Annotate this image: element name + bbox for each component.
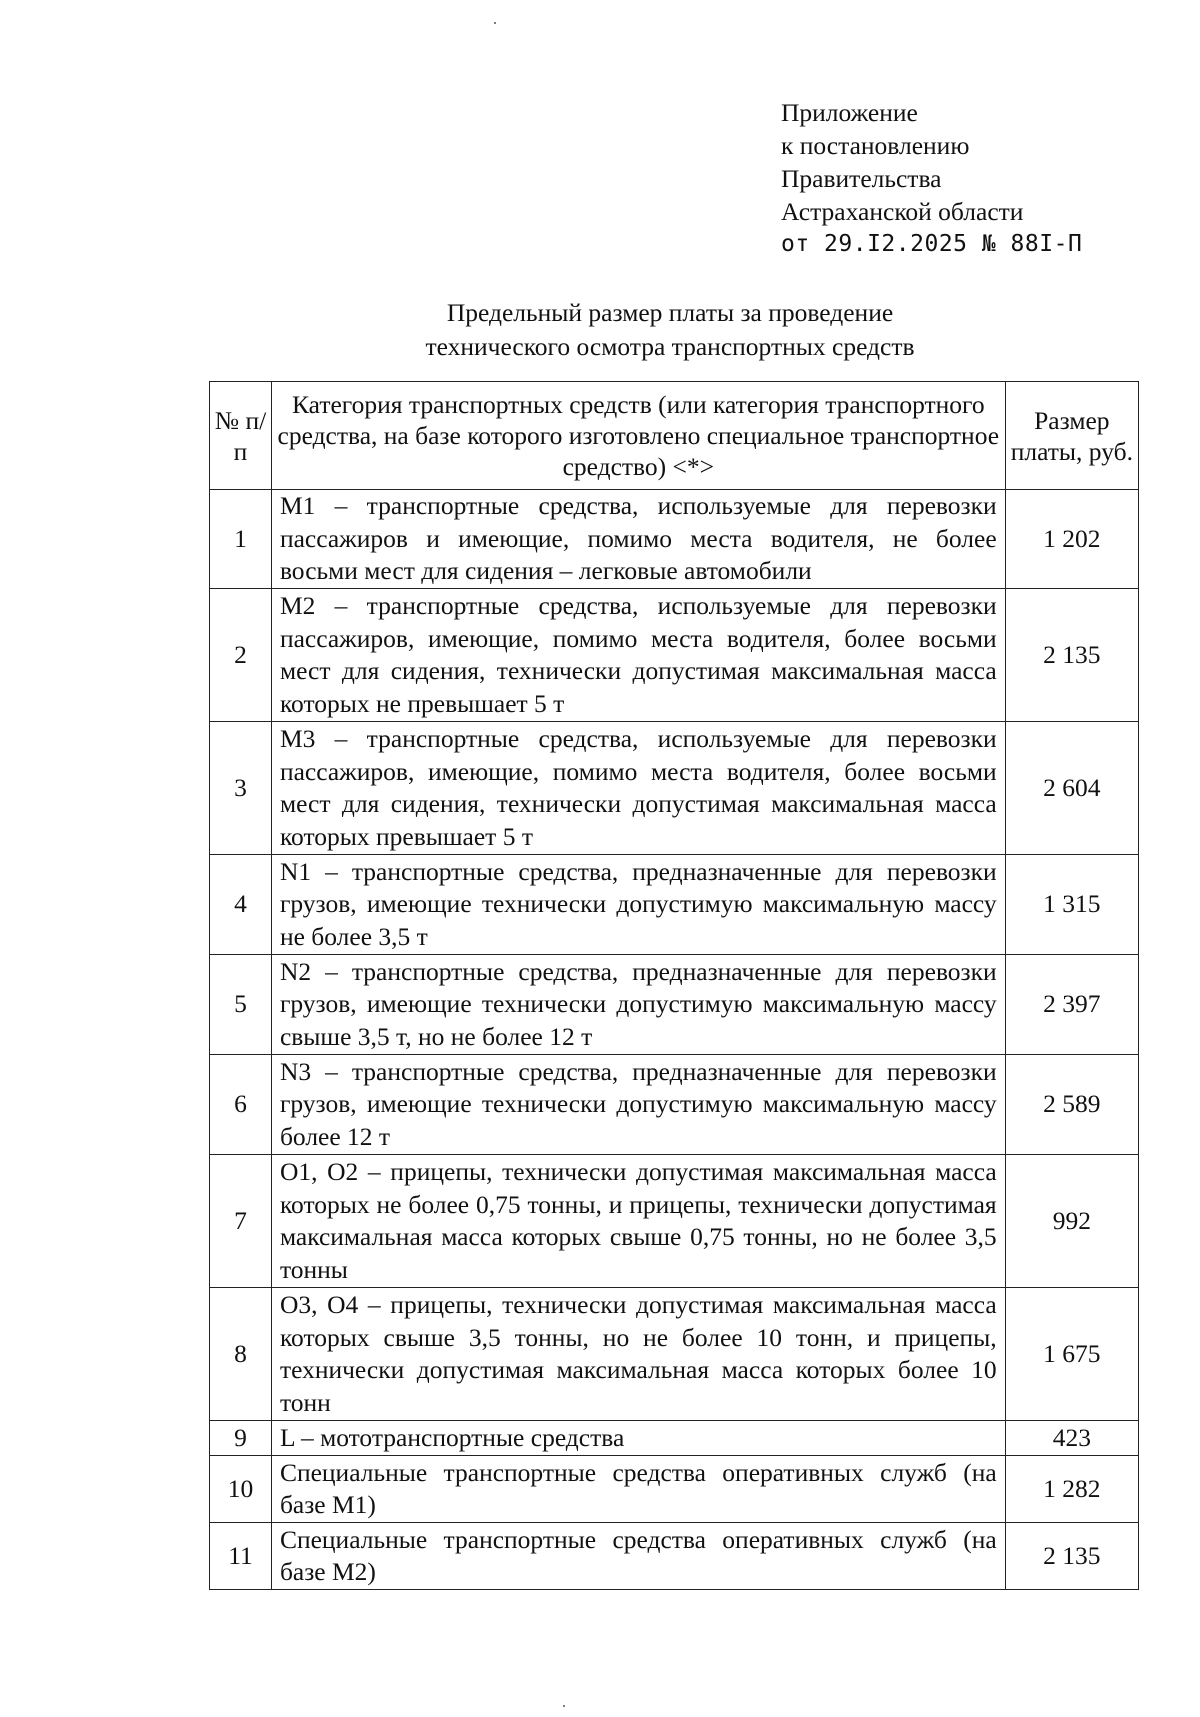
row-fee: 2 397 [1005,955,1138,1055]
row-category [271,1155,1005,1288]
header-num: № п/п [210,382,272,490]
row-category-text: O3, O4 – прицепы, технически допустимая максимальная масса которых свыше 3,5 тонны, но не более 10 тонн, и прицепы, технически допустимая максимальная масса которых более 10 тонн [279,1290,997,1417]
row-fee: 1 675 [1005,1288,1138,1421]
row-category [271,490,1005,589]
row-category [271,855,1005,955]
row-fee: 2 135 [1005,589,1138,722]
table-row [210,1288,1139,1421]
row-category-text: O1, O2 – прицепы, технически допустимая максимальная масса которых не более 0,75 тонны, и прицепы, технически допустимая максимальная масса которых свыше 0,75 тонны, но не более 3,5 тонны [279,1157,997,1284]
row-num: 4 [210,855,272,955]
row-num: 11 [210,1523,272,1590]
row-fee: 992 [1005,1155,1138,1288]
row-fee: 2 135 [1005,1523,1138,1590]
row-fee: 2 604 [1005,722,1138,855]
row-num: 7 [210,1155,272,1288]
row-category [271,1456,1005,1523]
header-category: Категория транспортных средств (или категория транспортного средства, на базе которого изготовлено специальное транспортное средство) <*> [271,382,1005,490]
row-num: 6 [210,1055,272,1155]
row-fee: 2 589 [1005,1055,1138,1155]
row-category [271,1421,1005,1456]
table-header-row [210,382,1139,490]
scan-speck-top [494,22,496,24]
table-row [210,490,1139,589]
row-category [271,1288,1005,1421]
row-category [271,589,1005,722]
row-fee: 1 315 [1005,855,1138,955]
row-category [271,722,1005,855]
row-fee: 1 202 [1005,490,1138,589]
row-category-text: L – мототранспортные средства [279,1422,625,1452]
table-row [210,1421,1139,1456]
title-line-1: Предельный размер платы за проведение [446,298,894,327]
appendix-line-3: Правительства [781,164,942,193]
row-num: 8 [210,1288,272,1421]
title-line-2: технического осмотра транспортных средств [425,332,915,361]
appendix-block [781,96,1082,261]
row-num: 2 [210,589,272,722]
row-category [271,1523,1005,1590]
row-category-text: Специальные транспортные средства оперативных служб (на базе M1) [279,1457,997,1519]
row-category [271,955,1005,1055]
scan-speck-bottom [563,1705,565,1707]
table-row [210,722,1139,855]
row-fee: 423 [1005,1421,1138,1456]
document-title [0,296,1200,364]
appendix-line-2: к постановлению [781,131,970,160]
table-row [210,1155,1139,1288]
row-category-text: N1 – транспортные средства, предназначенные для перевозки грузов, имеющие технически допустимую максимальную массу не более 3,5 т [279,856,997,951]
row-category [271,1055,1005,1155]
row-category-text: M2 – транспортные средства, используемые для перевозки пассажиров, имеющие, помимо места водителя, более восьми мест для сидения, технически допустимая максимальная масса которых не превышает 5 т [279,591,997,718]
row-category-text: M1 – транспортные средства, используемые для перевозки пассажиров и имеющие, помимо места водителя, не более восьми мест для сидения – легковые автомобили [279,491,997,586]
table-row [210,855,1139,955]
appendix-line-4: Астраханской области [781,197,1024,226]
table-row [210,1523,1139,1590]
row-category-text: N3 – транспортные средства, предназначенные для перевозки грузов, имеющие технически допустимую максимальную массу более 12 т [279,1056,997,1151]
appendix-line-1: Приложение [781,98,918,127]
row-num: 9 [210,1421,272,1456]
row-fee: 1 282 [1005,1456,1138,1523]
row-num: 3 [210,722,272,855]
row-num: 5 [210,955,272,1055]
row-category-text: Специальные транспортные средства оперативных служб (на базе M2) [279,1524,997,1586]
table-row [210,955,1139,1055]
table-row [210,1055,1139,1155]
row-category-text: M3 – транспортные средства, используемые для перевозки пассажиров, имеющие, помимо места водителя, более восьми мест для сидения, технически допустимая максимальная масса которых превышает 5 т [279,724,997,851]
fees-table [209,381,1139,1590]
row-category-text: N2 – транспортные средства, предназначенные для перевозки грузов, имеющие технически допустимую максимальную массу свыше 3,5 т, но не более 12 т [279,956,997,1051]
row-num: 1 [210,490,272,589]
table-row [210,589,1139,722]
header-fee: Размер платы, руб. [1005,382,1138,490]
appendix-date-number: от 29.I2.2025 № 88I-П [781,231,1083,257]
row-num: 10 [210,1456,272,1523]
table-row [210,1456,1139,1523]
